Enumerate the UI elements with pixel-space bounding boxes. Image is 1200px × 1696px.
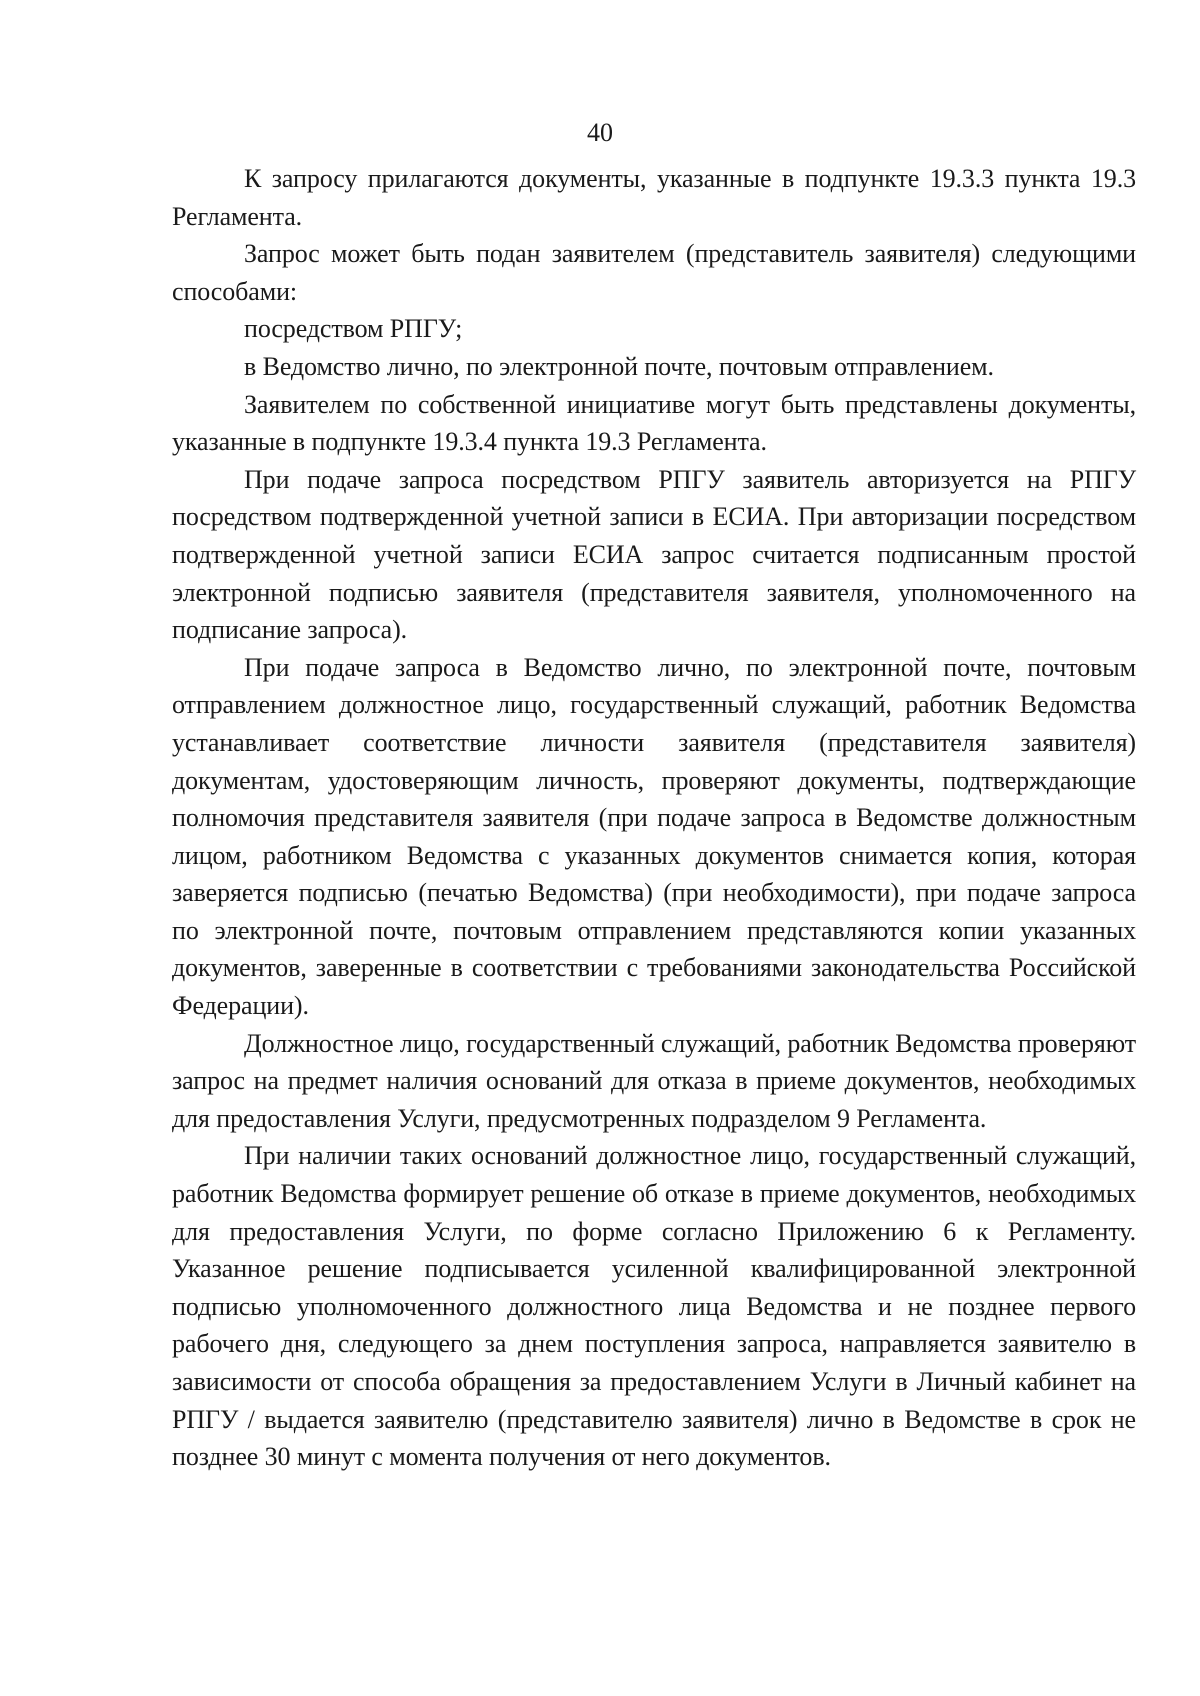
paragraph-attachments: К запросу прилагаются документы, указанные в подпункте 19.3.3 пункта 19.3 Регламента. — [172, 164, 1136, 231]
list-item-rpgu: посредством РПГУ; — [244, 314, 463, 344]
paragraph-rpgu-authorization: При подаче запроса посредством РПГУ заявитель авторизуется на РПГУ посредством подтвержденной учетной записи в ЕСИА. При авторизации посредством подтвержденной учетной записи ЕСИА запрос считается подписанным простой электронной подписью заявителя (представителя заявителя, уполномоченного на подписание запроса). — [172, 464, 1136, 645]
list-item-in-person: в Ведомство лично, по электронной почте, почтовым отправлением. — [244, 351, 994, 381]
paragraph-identity-verification: При подаче запроса в Ведомство лично, по электронной почте, почтовым отправлением должностное лицо, государственный служащий, работник Ведомства устанавливает соответствие личности заявителя (представителя заявителя) документам, удостоверяющим личность, проверяют документы, подтверждающие полномочия представителя заявителя (при подаче запроса в Ведомстве должностным лицом, работником Ведомства с указанных документов снимается копия, которая заверяется подписью (печатью Ведомства) (при необходимости), при подаче запроса по электронной почте, почтовым отправлением представляются копии указанных документов, заверенные в соответствии с требованиями законодательства Российской Федерации). — [172, 652, 1136, 1021]
paragraph-refusal-decision: При наличии таких оснований должностное лицо, государственный служащий, работник Ведомства формирует решение об отказе в приеме документов, необходимых для предоставления Услуги, по форме согласно Приложению 6 к Регламенту. Указанное решение подписывается усиленной квалифицированной электронной подписью уполномоченного должностного лица Ведомства и не позднее первого рабочего дня, следующего за днем поступления запроса, направляется заявителю в зависимости от способа обращения за предоставлением Услуги в Личный кабинет на РПГУ / выдается заявителю (представителю заявителя) лично в Ведомстве в срок не позднее 30 минут с момента получения от него документов. — [172, 1141, 1136, 1472]
paragraph-submission-methods: Запрос может быть подан заявителем (представитель заявителя) следующими способами: — [172, 239, 1136, 306]
page-number: 40 — [587, 118, 613, 147]
document-body — [172, 160, 1136, 1476]
paragraph-own-initiative: Заявителем по собственной инициативе могут быть представлены документы, указанные в подпункте 19.3.4 пункта 19.3 Регламента. — [172, 389, 1136, 457]
paragraph-request-check: Должностное лицо, государственный служащий, работник Ведомства проверяют запрос на предмет наличия оснований для отказа в приеме документов, необходимых для предоставления Услуги, предусмотренных подразделом 9 Регламента. — [172, 1028, 1136, 1133]
